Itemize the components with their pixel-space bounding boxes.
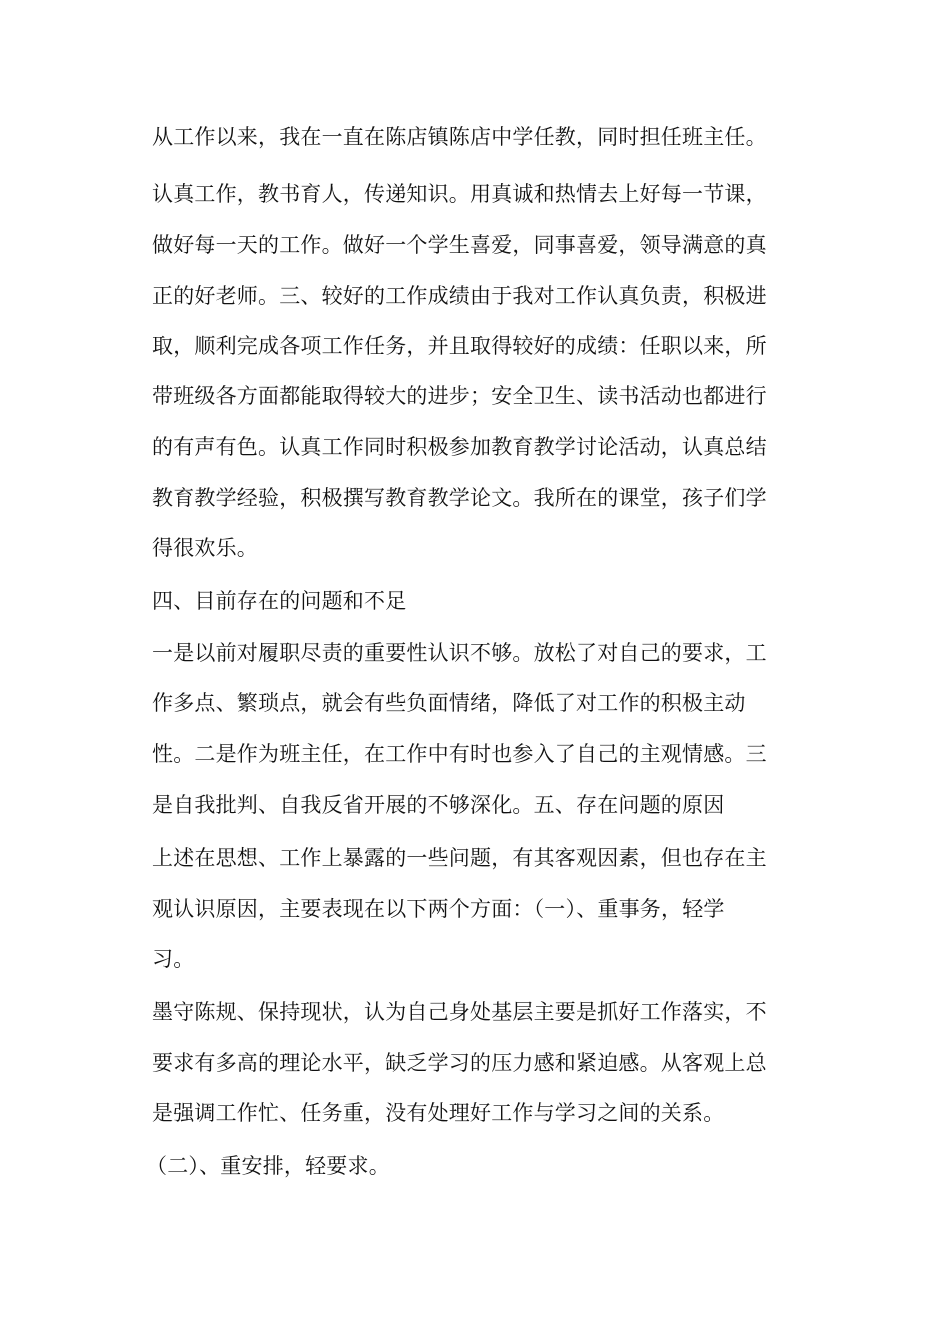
section-heading-4: 四、目前存在的问题和不足: [152, 589, 407, 613]
text-line-6: 带班级各方面都能取得较大的进步；安全卫生、读书活动也都进行: [152, 384, 767, 408]
text-line-1: 从工作以来，我在一直在陈店镇陈店中学任教，同时担任班主任。: [152, 125, 767, 149]
text-line-4: 正的好老师。三、较好的工作成绩由于我对工作认真负责，积极进: [152, 284, 767, 308]
text-line-17: 习。: [152, 947, 195, 971]
text-line-18: 墨守陈规、保持现状，认为自己身处基层主要是抓好工作落实，不: [152, 1000, 767, 1024]
text-line-14: 是自我批判、自我反省开展的不够深化。五、存在问题的原因: [152, 793, 725, 817]
text-line-19: 要求有多高的理论水平，缺乏学习的压力感和紧迫感。从客观上总: [152, 1051, 767, 1075]
text-line-15: 上述在思想、工作上暴露的一些问题，有其客观因素，但也存在主: [152, 846, 767, 870]
text-line-3: 做好每一天的工作。做好一个学生喜爱，同事喜爱，领导满意的真: [152, 233, 767, 257]
text-line-9: 得很欢乐。: [152, 536, 258, 560]
text-line-16: 观认识原因，主要表现在以下两个方面：（一）、重事务，轻学: [152, 897, 725, 921]
text-line-13: 性。二是作为班主任，在工作中有时也参入了自己的主观情感。三: [152, 742, 767, 766]
text-line-7: 的有声有色。认真工作同时积极参加教育教学讨论活动，认真总结: [152, 435, 767, 459]
subsection-heading-2: （二）、重安排，轻要求。: [146, 1154, 390, 1178]
text-line-2: 认真工作，教书育人，传递知识。用真诚和热情去上好每一节课，: [152, 182, 767, 206]
text-line-11: 一是以前对履职尽责的重要性认识不够。放松了对自己的要求，工: [152, 641, 767, 665]
text-line-8: 教育教学经验，积极撰写教育教学论文。我所在的课堂，孩子们学: [152, 486, 767, 510]
text-line-20: 是强调工作忙、任务重，没有处理好工作与学习之间的关系。: [152, 1101, 725, 1125]
text-line-12: 作多点、繁琐点，就会有些负面情绪，降低了对工作的积极主动: [152, 691, 746, 715]
text-line-5: 取，顺利完成各项工作任务，并且取得较好的成绩：任职以来，所: [152, 334, 767, 358]
